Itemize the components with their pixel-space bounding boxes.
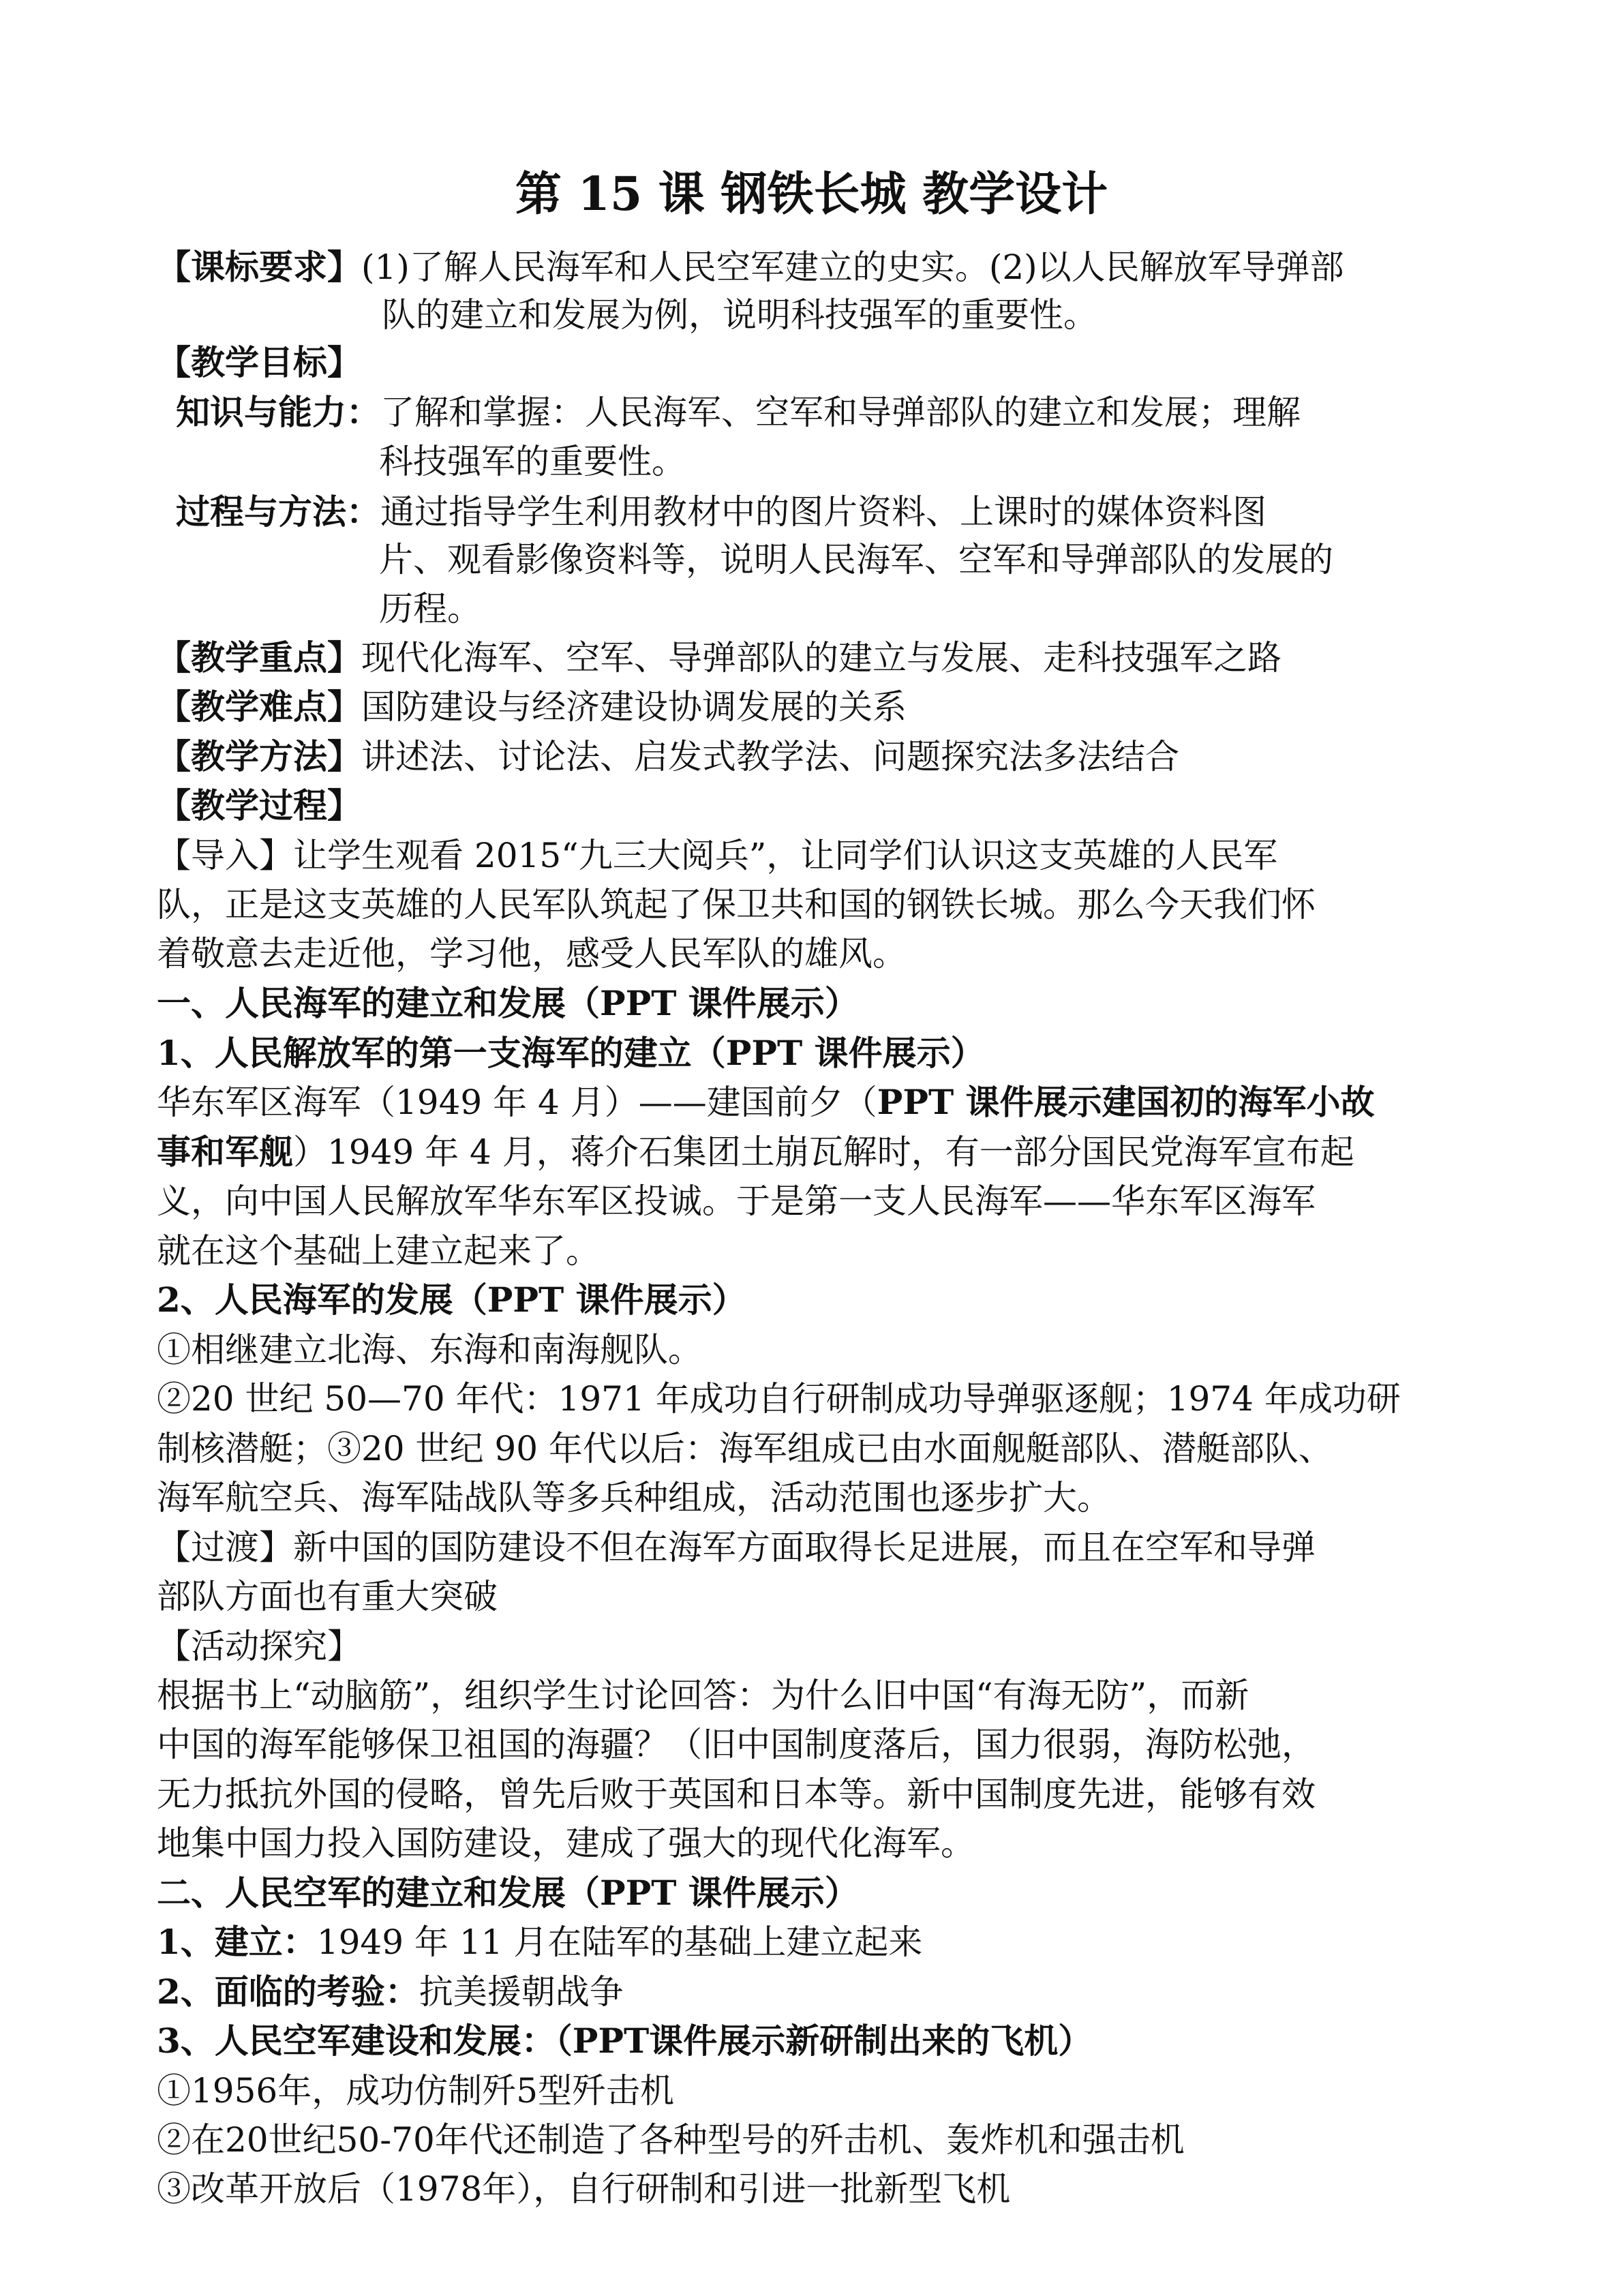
sec1-p1b: PPT 课件展示建国初的海军小故 [877,1082,1375,1122]
guocheng-label: 过程与方法： [176,492,380,532]
huodong-line-3: 无力抵抗外国的侵略，曾先后败于英国和日本等。新中国制度先进，能够有效 [157,1774,1316,1814]
sec2-item-3: 3、人民空军建设和发展：（PPT课件展示新研制出来的飞机） [157,2021,1093,2061]
sec2-item-2-text: 抗美援朝战争 [419,1972,624,2012]
huodong-line-4: 地集中国力投入国防建设，建成了强大的现代化海军。 [157,1824,975,1863]
guocheng-text-2: 片、观看影像资料等，说明人民海军、空军和导弹部队的发展的 [379,540,1333,579]
sec1-p3: 义，向中国人民解放军华东军区投诚。于是第一支人民海军——华东军区海军 [157,1181,1316,1221]
sec1-p1 [157,1078,1472,1126]
sec1-heading: 一、人民海军的建立和发展（PPT 课件展示） [157,983,859,1023]
fangfa-line [157,733,1472,781]
nandian-line [157,683,1472,731]
sec1-d4: 海军航空兵、海军陆战队等多兵种组成，活动范围也逐步扩大。 [157,1478,1111,1517]
sec1-sub1: 1、人民解放军的第一支海军的建立（PPT 课件展示） [157,1033,985,1073]
huodong-line-1: 根据书上“动脑筋”，组织学生讨论回答：为什么旧中国“有海无防”，而新 [157,1676,1249,1715]
sec2-item-2-label: 2、面临的考验： [157,1972,419,2012]
huodong-line-2: 中国的海军能够保卫祖国的海疆？（旧中国制度落后，国力很弱，海防松弛， [157,1725,1316,1764]
nandian-text: 国防建设与经济建设协调发展的关系 [361,687,907,727]
zhishi-text-1: 了解和掌握：人民海军、空军和导弹部队的建立和发展；理解 [380,393,1301,432]
sec2-item-1-label: 1、建立： [157,1922,317,1962]
zhishi-line-1 [176,389,1491,436]
sec1-sub2: 2、人民海军的发展（PPT 课件展示） [157,1280,746,1320]
sec2-d2: ②在20世纪50-70年代还制造了各种型号的歼击机、轰炸机和强击机 [157,2120,1185,2160]
kebiao-line-1 [157,243,1472,291]
zhishi-text-2: 科技强军的重要性。 [379,442,686,481]
nandian-label: 【教学难点】 [157,686,361,727]
zhongdian-label: 【教学重点】 [157,637,361,678]
fangfa-label: 【教学方法】 [157,736,361,776]
daoru-line-2: 队，正是这支英雄的人民军队筑起了保卫共和国的钢铁长城。那么今天我们怀 [157,885,1316,924]
daoru-line-1: 【导入】让学生观看 2015“九三大阅兵”，让同学们认识这支英雄的人民军 [157,836,1278,875]
sec2-d1: ①1956年，成功仿制歼5型歼击机 [157,2071,675,2111]
sec2-item-1-text: 1949 年 11 月在陆军的基础上建立起来 [316,1922,923,1962]
fangfa-text: 讲述法、讨论法、启发式教学法、问题探究法多法结合 [361,737,1179,776]
guodu-line-2: 部队方面也有重大突破 [157,1577,498,1616]
sec1-p4: 就在这个基础上建立起来了。 [157,1231,600,1271]
kebiao-text-2: 队的建立和发展为例，说明科技强军的重要性。 [382,295,1097,335]
sec1-d2: ②20 世纪 50—70 年代：1971 年成功自行研制成功导弹驱逐舰；1974 年成功研 [157,1379,1401,1419]
sec1-d1: ①相继建立北海、东海和南海舰队。 [157,1330,702,1370]
sec2-heading: 二、人民空军的建立和发展（PPT 课件展示） [157,1873,859,1913]
guocheng-line-1 [176,488,1491,536]
guocheng-label-heading: 【教学过程】 [157,785,361,826]
huodong-label: 【活动探究】 [157,1627,361,1666]
daoru-line-3: 着敬意去走近他，学习他，感受人民军队的雄风。 [157,934,907,973]
zhishi-label: 知识与能力： [176,392,380,432]
guocheng-text-3: 历程。 [379,589,481,629]
sec1-p2b: ）1949 年 4 月，蒋介石集团土崩瓦解时，有一部分国民党海军宣布起 [293,1132,1354,1172]
guocheng-text-1: 通过指导学生利用教材中的图片资料、上课时的媒体资料图 [380,492,1266,532]
sec2-item-1 [157,1918,1472,1966]
sec1-d3: 制核潜艇；③20 世纪 90 年代以后：海军组成已由水面舰艇部队、潜艇部队、 [157,1429,1333,1468]
sec1-p2a: 事和军舰 [157,1132,293,1172]
sec2-item-2 [157,1968,1472,2016]
sec2-d3: ③改革开放后（1978年），自行研制和引进一批新型飞机 [157,2169,1011,2209]
kebiao-label: 【课标要求】 [157,247,361,287]
page-title: 第 15 课 钢铁长城 教学设计 [515,167,1108,222]
zhongdian-line [157,634,1472,682]
sec1-p2 [157,1128,1472,1176]
zhongdian-text: 现代化海军、空军、导弹部队的建立与发展、走科技强军之路 [361,638,1281,678]
guodu-line-1: 【过渡】新中国的国防建设不但在海军方面取得长足进展，而且在空军和导弹 [157,1528,1316,1567]
kebiao-text-1: (1)了解人民海军和人民空军建立的史实。(2)以人民解放军导弹部 [361,247,1344,287]
sec1-p1a: 华东军区海军（1949 年 4 月）——建国前夕（ [157,1083,877,1122]
mubiao-label: 【教学目标】 [157,342,361,382]
